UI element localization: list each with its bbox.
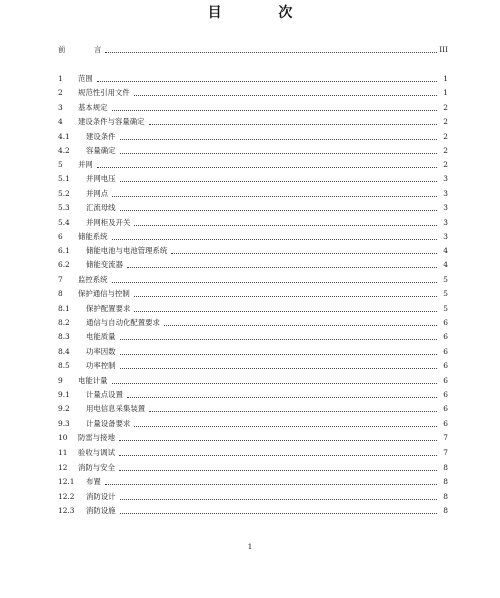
dot-leader <box>97 80 437 82</box>
toc-entry[interactable] <box>58 432 448 443</box>
toc-entry[interactable] <box>58 288 448 299</box>
toc-entry-number: 4.1 <box>58 132 70 141</box>
toc-entry-title: 并网 <box>78 160 93 169</box>
toc-entry-page: 8 <box>443 492 448 501</box>
toc-entry[interactable] <box>58 317 448 328</box>
toc-entry-page: 4 <box>443 260 448 269</box>
dot-leader <box>164 324 437 326</box>
toc-entry-page: 5 <box>443 304 448 313</box>
toc-entry-title: 规范性引用文件 <box>78 88 130 97</box>
toc-entry-number: 5.2 <box>58 189 70 198</box>
dot-leader <box>112 238 437 240</box>
toc-entry-page: 2 <box>443 160 448 169</box>
toc-entry-title: 容量确定 <box>86 146 116 155</box>
toc-entry-page: 7 <box>443 433 448 442</box>
toc-entry[interactable] <box>58 131 448 142</box>
toc-entry-page: 2 <box>443 103 448 112</box>
toc-entry[interactable] <box>58 303 448 314</box>
toc-entry-number: 4 <box>58 117 63 126</box>
toc-entry-title: 功率因数 <box>86 347 116 356</box>
toc-entry-title: 储能变流器 <box>86 260 123 269</box>
toc-entry-page: 6 <box>443 390 448 399</box>
toc-entry[interactable] <box>58 274 448 285</box>
toc-entry[interactable] <box>58 331 448 342</box>
toc-entry-number: 10 <box>58 433 68 442</box>
toc-entry[interactable] <box>58 217 448 228</box>
toc-entry-number: 4.2 <box>58 146 70 155</box>
toc-entry-title: 建设条件与容量确定 <box>78 117 145 126</box>
toc-entry-page: 3 <box>443 218 448 227</box>
toc-entry-number: 12 <box>58 463 68 472</box>
toc-entry-page: 5 <box>443 275 448 284</box>
dot-leader <box>134 310 437 312</box>
toc-entry-page: 6 <box>443 376 448 385</box>
dot-leader <box>120 353 437 355</box>
toc-entry[interactable] <box>58 145 448 156</box>
toc-entry-page: 1 <box>443 74 448 83</box>
toc-entry-number: 11 <box>58 448 68 457</box>
toc-entry-page: 6 <box>443 404 448 413</box>
toc-entry-title: 储能电池与电池管理系统 <box>86 246 168 255</box>
toc-entry-page: 8 <box>443 463 448 472</box>
toc-entry-page: 3 <box>443 232 448 241</box>
toc-entry[interactable] <box>58 231 448 242</box>
dot-leader <box>127 266 437 268</box>
toc-entry-number: 12.1 <box>58 477 75 486</box>
toc-entry[interactable] <box>58 173 448 184</box>
dot-leader <box>97 166 437 168</box>
toc-entry-title: 验收与调试 <box>78 448 115 457</box>
toc-entry-number: 9 <box>58 376 63 385</box>
toc-entry[interactable] <box>58 476 448 487</box>
dot-leader <box>120 512 437 514</box>
toc-entry-number: 12.3 <box>58 506 75 515</box>
toc-entry-title: 并网电压 <box>86 174 116 183</box>
dot-leader <box>119 469 437 471</box>
toc-entry[interactable] <box>58 245 448 256</box>
dot-leader <box>134 94 437 96</box>
toc-entry[interactable] <box>58 491 448 502</box>
toc-entry-title: 并网柜及开关 <box>86 218 131 227</box>
toc-entry-title: 防雷与接地 <box>78 433 115 442</box>
toc-entry-number: 12.2 <box>58 492 75 501</box>
toc-entry-page: 3 <box>443 203 448 212</box>
dot-leader <box>127 396 437 398</box>
toc-entry-page: 4 <box>443 246 448 255</box>
toc-entry-page: 3 <box>443 174 448 183</box>
toc-entry-title: 电能质量 <box>86 332 116 341</box>
toc-entry-title: 消防设计 <box>86 492 116 501</box>
toc-entry[interactable] <box>58 418 448 429</box>
dot-leader <box>105 51 437 53</box>
toc-entry[interactable] <box>58 259 448 270</box>
toc-entry-number: 5.4 <box>58 218 70 227</box>
toc-entry-number: 6.1 <box>58 246 70 255</box>
toc-entry-page: 6 <box>443 332 448 341</box>
dot-leader <box>112 382 437 384</box>
toc-entry[interactable] <box>58 188 448 199</box>
dot-leader <box>105 483 437 485</box>
toc-entry[interactable] <box>58 44 448 55</box>
toc-entry[interactable] <box>58 389 448 400</box>
toc-entry-number: 8.4 <box>58 347 70 356</box>
toc-entry-number: 5.1 <box>58 174 70 183</box>
toc-entry-title: 通信与自动化配置要求 <box>86 318 160 327</box>
toc-entry-page: III <box>439 45 448 54</box>
toc-entry-title: 言 <box>94 45 102 54</box>
toc-entry-number: 6 <box>58 232 63 241</box>
toc-entry-page: 2 <box>443 132 448 141</box>
toc-entry-page: 8 <box>443 477 448 486</box>
toc-entry-page: 3 <box>443 189 448 198</box>
toc-entry-number: 前 <box>58 45 75 54</box>
toc-entry-title: 建设条件 <box>86 132 116 141</box>
dot-leader <box>119 439 437 441</box>
dot-leader <box>112 195 437 197</box>
dot-leader <box>149 123 437 125</box>
toc-entry[interactable] <box>58 346 448 357</box>
toc-entry-title: 保护通信与控制 <box>78 289 130 298</box>
toc-entry-title: 用电信息采集装置 <box>86 404 146 413</box>
toc-entry-title: 并网点 <box>86 189 109 198</box>
dot-leader <box>112 281 437 283</box>
toc-entry[interactable] <box>58 102 448 113</box>
toc-entry-title: 电能计量 <box>78 376 108 385</box>
toc-entry-number: 8.5 <box>58 361 70 370</box>
toc-entry-title: 保护配置要求 <box>86 304 131 313</box>
toc-entry-number: 5 <box>58 160 63 169</box>
toc-entry[interactable] <box>58 202 448 213</box>
toc-entry-title: 计量设备要求 <box>86 419 131 428</box>
dot-leader <box>134 425 437 427</box>
toc-entry-number: 8.1 <box>58 304 70 313</box>
toc-entry[interactable] <box>58 462 448 473</box>
toc-entry[interactable] <box>58 505 448 516</box>
toc-entry-title: 功率控制 <box>86 361 116 370</box>
toc-entry[interactable] <box>58 159 448 170</box>
toc-title: 目 次 <box>207 5 319 21</box>
toc-entry[interactable] <box>58 73 448 84</box>
toc-entry-title: 汇流母线 <box>86 203 116 212</box>
toc-entry-number: 8.3 <box>58 332 70 341</box>
toc-entry-number: 9.3 <box>58 419 70 428</box>
toc-entry[interactable] <box>58 87 448 98</box>
toc-entry-title: 范围 <box>78 74 93 83</box>
toc-entry-page: 5 <box>443 289 448 298</box>
toc-entry-title: 消防与安全 <box>78 463 115 472</box>
toc-entry-page: 6 <box>443 361 448 370</box>
toc-entry-page: 6 <box>443 318 448 327</box>
toc-entry[interactable] <box>58 375 448 386</box>
toc-entry-page: 8 <box>443 506 448 515</box>
dot-leader <box>120 152 437 154</box>
toc-entry[interactable] <box>58 403 448 414</box>
toc-entry-number: 5.3 <box>58 203 70 212</box>
dot-leader <box>119 454 437 456</box>
dot-leader <box>112 109 437 111</box>
toc-entry-page: 7 <box>443 448 448 457</box>
toc-entry-title: 储能系统 <box>78 232 108 241</box>
toc-entry-page: 1 <box>443 88 448 97</box>
toc-entry-page: 6 <box>443 347 448 356</box>
toc-entry[interactable] <box>58 447 448 458</box>
toc-entry-title: 消防设施 <box>86 506 116 515</box>
dot-leader <box>120 180 437 182</box>
toc-entry-number: 8.2 <box>58 318 70 327</box>
toc-entry-number: 7 <box>58 275 63 284</box>
toc-entry-number: 8 <box>58 289 63 298</box>
toc-entry-number: 3 <box>58 103 63 112</box>
dot-leader <box>149 410 437 412</box>
dot-leader <box>134 224 437 226</box>
toc-entry-page: 2 <box>443 146 448 155</box>
toc-entry-page: 6 <box>443 419 448 428</box>
dot-leader <box>120 209 437 211</box>
toc-entry[interactable] <box>58 116 448 127</box>
page-number: 1 <box>247 542 253 551</box>
dot-leader <box>134 295 437 297</box>
toc-entry-title: 计量点设置 <box>86 390 123 399</box>
toc-entry-number: 9.1 <box>58 390 70 399</box>
dot-leader <box>171 252 437 254</box>
toc-entry-title: 布置 <box>86 477 101 486</box>
toc-entry-number: 1 <box>58 74 63 83</box>
toc-entry[interactable] <box>58 360 448 371</box>
dot-leader <box>120 138 437 140</box>
dot-leader <box>120 338 437 340</box>
toc-entry-number: 6.2 <box>58 260 70 269</box>
dot-leader <box>120 367 437 369</box>
toc-entry-number: 9.2 <box>58 404 70 413</box>
toc-entry-title: 基本规定 <box>78 103 108 112</box>
toc-entry-number: 2 <box>58 88 63 97</box>
toc-entry-page: 2 <box>443 117 448 126</box>
toc-entry-title: 监控系统 <box>78 275 108 284</box>
dot-leader <box>120 498 437 500</box>
